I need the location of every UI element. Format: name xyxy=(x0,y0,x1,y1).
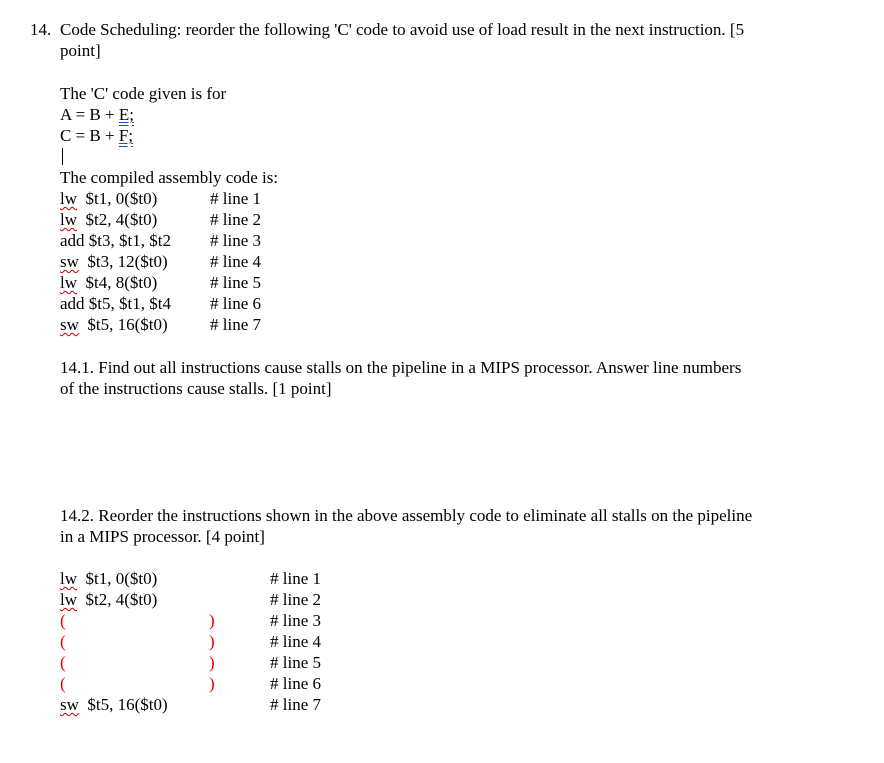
asm-line xyxy=(60,188,157,209)
asm-args: $t1, 0($t0) xyxy=(85,189,158,208)
asm-args: $t5, 16($t0) xyxy=(87,315,168,334)
asm-line xyxy=(60,272,157,293)
reorder-comment: # line 3 xyxy=(270,611,321,630)
c-stmt-2-prefix: C = B + xyxy=(60,126,119,145)
c-code-intro: The 'C' code given is for xyxy=(60,84,227,103)
question-text-line2: point] xyxy=(60,41,101,60)
part2-text-line1: 14.2. Reorder the instructions shown in the above assembly code to eliminate all stalls on the pipeline xyxy=(60,506,753,525)
asm-comment: # line 5 xyxy=(210,273,261,292)
asm-op: lw xyxy=(60,273,77,292)
part1-text-line2: of the instructions cause stalls. [1 point] xyxy=(60,379,332,398)
reorder-line xyxy=(60,589,157,610)
asm-args: $t4, 8($t0) xyxy=(85,273,158,292)
asm-comment: # line 1 xyxy=(210,189,261,208)
reorder-comment: # line 2 xyxy=(270,590,321,609)
blank-close-paren: ) xyxy=(209,674,215,693)
c-stmt-1-var: E; xyxy=(118,105,134,124)
blank-open-paren: ( xyxy=(60,674,66,693)
asm-comment: # line 2 xyxy=(210,210,261,229)
asm-line xyxy=(60,230,171,251)
asm-line xyxy=(60,314,168,335)
asm-args: $t5, 16($t0) xyxy=(87,695,168,714)
c-stmt-2 xyxy=(60,125,133,146)
asm-line xyxy=(60,293,171,314)
assembly-intro: The compiled assembly code is: xyxy=(60,168,279,187)
part1-text-line1: 14.1. Find out all instructions cause stalls on the pipeline in a MIPS processor. Answer line numbers xyxy=(60,358,742,377)
reorder-comment: # line 6 xyxy=(270,674,321,693)
asm-args: $t1, 0($t0) xyxy=(85,569,158,588)
asm-op: lw xyxy=(60,210,77,229)
asm-op: sw xyxy=(60,252,79,271)
asm-args: $t5, $t1, $t4 xyxy=(88,294,171,313)
reorder-comment: # line 1 xyxy=(270,569,321,588)
asm-op: add xyxy=(60,231,85,250)
c-stmt-1 xyxy=(60,104,134,125)
asm-comment: # line 4 xyxy=(210,252,261,271)
text-cursor[interactable] xyxy=(62,148,63,165)
reorder-comment: # line 4 xyxy=(270,632,321,651)
reorder-line xyxy=(60,568,157,589)
blank-close-paren: ) xyxy=(209,611,215,630)
c-stmt-1-prefix: A = B + xyxy=(60,105,119,124)
reorder-comment: # line 5 xyxy=(270,653,321,672)
asm-args: $t3, $t1, $t2 xyxy=(88,231,171,250)
asm-op: sw xyxy=(60,695,79,714)
asm-op: add xyxy=(60,294,85,313)
asm-line xyxy=(60,251,168,272)
blank-close-paren: ) xyxy=(209,653,215,672)
question-number: 14. xyxy=(30,20,52,39)
asm-comment: # line 3 xyxy=(210,231,261,250)
asm-op: lw xyxy=(60,569,77,588)
asm-comment: # line 6 xyxy=(210,294,261,313)
reorder-line xyxy=(60,694,168,715)
asm-op: lw xyxy=(60,189,77,208)
blank-open-paren: ( xyxy=(60,632,66,651)
part2-text-line2: in a MIPS processor. [4 point] xyxy=(60,527,265,546)
asm-comment: # line 7 xyxy=(210,315,261,334)
asm-line xyxy=(60,209,157,230)
asm-args: $t2, 4($t0) xyxy=(85,590,158,609)
asm-op: lw xyxy=(60,590,77,609)
blank-close-paren: ) xyxy=(209,632,215,651)
question-text-line1: Code Scheduling: reorder the following 'C' code to avoid use of load result in the next instruction. [5 xyxy=(60,20,745,39)
asm-args: $t3, 12($t0) xyxy=(87,252,168,271)
blank-open-paren: ( xyxy=(60,653,66,672)
c-stmt-2-var: F; xyxy=(118,126,134,145)
reorder-comment: # line 7 xyxy=(270,695,321,714)
blank-open-paren: ( xyxy=(60,611,66,630)
asm-args: $t2, 4($t0) xyxy=(85,210,158,229)
asm-op: sw xyxy=(60,315,79,334)
